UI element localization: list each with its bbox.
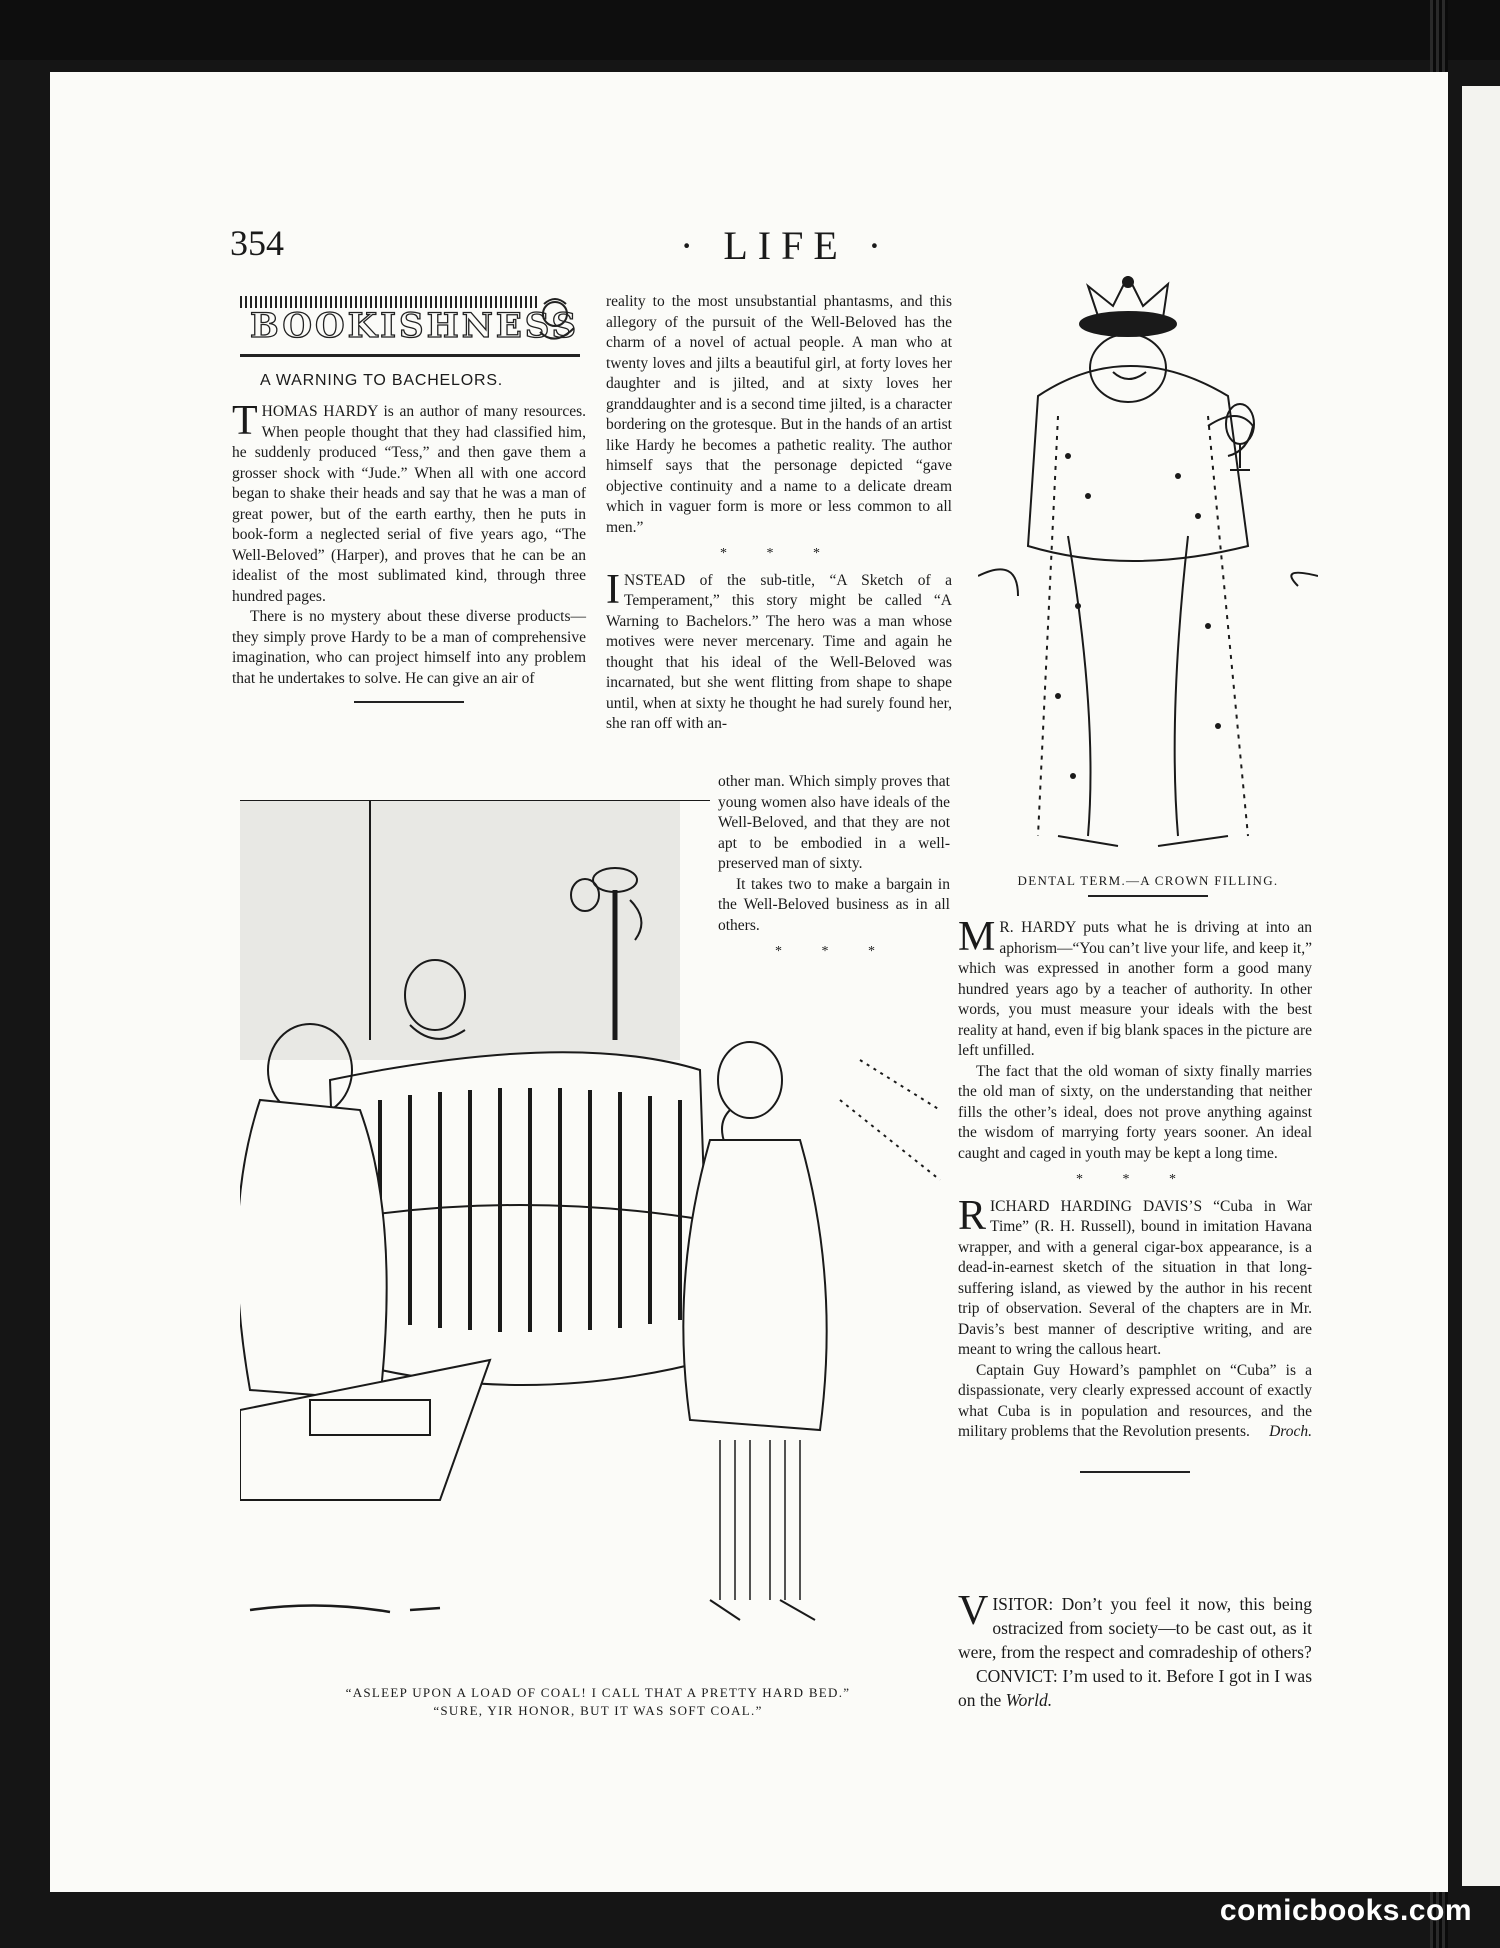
- section-stars: * * *: [775, 944, 893, 959]
- col3-paragraph-4: [958, 1361, 1312, 1443]
- joke-convict-label: CONVICT:: [976, 1666, 1058, 1686]
- section-logo-text: BOOKISHNESS: [250, 306, 580, 346]
- visitor-convict-joke: [958, 1588, 1312, 1712]
- section-stars: * * *: [1076, 1172, 1194, 1187]
- crown-caption: [968, 872, 1328, 890]
- joke-convict-text: I’m used to it. Before I got in I was on the: [958, 1666, 1312, 1710]
- courtroom-caption-line-2: “SURE, YIR HONOR, BUT IT WAS SOFT COAL.”: [433, 1703, 763, 1718]
- col2-paragraph-2: INSTEAD of the sub-title, “A Sketch of a Temperament,” this story might be called “A Warning to Bachelors.” The hero was a man whose motives were never mercenary. Time and again he thought that his ideal of the Well-Beloved was incarnated, but she went flitting from shape to shape until, when at sixty he thought he had surely found her, she ran off with an-: [606, 566, 952, 732]
- joke-world-title: World.: [1005, 1690, 1053, 1710]
- column-rule: [1088, 895, 1208, 897]
- article-title: A WARNING TO BACHELORS.: [260, 372, 504, 389]
- column-1: [232, 398, 586, 703]
- col3-paragraph-1: MR. HARDY puts what he is driving at into an aphorism—“You can’t live your life, and keep it,” which was expressed in another form a good many hundred years ago by a teacher of authority. In other words, you must measure your ideals with the best reality at hand, even if big blank spaces in the picture are left unfilled.: [958, 914, 1312, 1059]
- joke-convict-line: [958, 1664, 1312, 1712]
- crown-filling-illustration: [978, 276, 1318, 866]
- masthead: · LIFE ·: [680, 223, 892, 268]
- section-logo: [240, 292, 580, 357]
- watermark: comicbooks.com: [1219, 1894, 1472, 1927]
- cherub-icon: [530, 292, 580, 352]
- col3-paragraph-2: The fact that the old woman of sixty finally marries the old man of sixty, on the understanding that neither fills the other’s ideal, does not prove anything against the wisdom of marrying forty years sooner. An ideal caught and caged in youth may be kept a long time.: [958, 1062, 1312, 1162]
- courtroom-caption-line-1: “ASLEEP UPON A LOAD OF COAL! I CALL THAT A PRETTY HARD BED.”: [345, 1685, 851, 1700]
- column-rule: [1080, 1471, 1190, 1473]
- column-rule: [354, 701, 464, 703]
- adjacent-page-edge: [1462, 86, 1500, 1886]
- review-signature: Droch.: [1269, 1423, 1312, 1440]
- col3-paragraph-3: RICHARD HARDING DAVIS’S “Cuba in War Time” (R. H. Russell), bound in imitation Havana wrapper, and with a general cigar-box appearance, is a dead-in-earnest sketch of the situation in that long-suffering island, as viewed by the author in his recent trip of observation. Several of the chapters are in Mr. Davis’s best manner of descriptive writing, and are meant to wring the callous heart.: [958, 1192, 1312, 1358]
- col2-paragraph-4: It takes two to make a bargain in the Well-Beloved business as in all others.: [718, 875, 950, 934]
- crown-caption-text: DENTAL TERM.—A CROWN FILLING.: [1017, 873, 1279, 888]
- col2-paragraph-1: reality to the most unsubstantial phantasms, and this allegory of the pursuit of the Well-Beloved has the charm of a novel of actual people. A man who at twenty loves and jilts a beautiful girl, at forty loves her daughter and is jilted, and at sixty loves her granddaughter and is a second time jilted, is a character bordering on the grotesque. But in the hands of an artist like Hardy he becomes a pathetic reality. The author himself says that the personage depicted “gave objective continuity and a name to a delicate dream which in vaguer form is more or less common to all men.”: [606, 293, 952, 536]
- section-stars: * * *: [720, 546, 838, 561]
- col2-paragraph-3: other man. Which simply proves that young women also have ideals of the Well-Beloved, and that they are not apt to be embodied in a well-preserved man of sixty.: [718, 773, 950, 872]
- col1-paragraph-2: There is no mystery about these diverse products—they simply prove Hardy to be a man of comprehensive imagination, who can project himself into any problem that he undertakes to solve. He can give an air of: [232, 608, 586, 687]
- col3-paragraph-4-text: Captain Guy Howard’s pamphlet on “Cuba” is a dispassionate, very clearly expressed account of exactly what Cuba is in population and resources, and the military problems that the Revolution presents.: [958, 1361, 1312, 1440]
- column-2: [606, 292, 952, 735]
- column-3: [958, 914, 1312, 1473]
- courtroom-caption: [248, 1684, 948, 1720]
- courtroom-illustration: [240, 800, 950, 1680]
- col1-paragraph-1: THOMAS HARDY is an author of many resources. When people thought that they had classified him, he suddenly produced “Tess,” and then gave them a grosser shock with “Jude.” When all with one accord began to shake their heads and say that he was a man of great power, but of the earth earthy, then he puts in book-form a neglected serial of five years ago, “The Well-Beloved” (Harper), and proves that he can be an idealist of the most sublimated kind, through three hundred pages.: [232, 398, 586, 605]
- page-number: 354: [230, 223, 284, 263]
- joke-visitor-line: VISITOR: Don’t you feel it now, this being ostracized from society—to be cast out, as it were, from the respect and comradeship of others?: [958, 1588, 1312, 1662]
- scan-border-top: [0, 0, 1500, 60]
